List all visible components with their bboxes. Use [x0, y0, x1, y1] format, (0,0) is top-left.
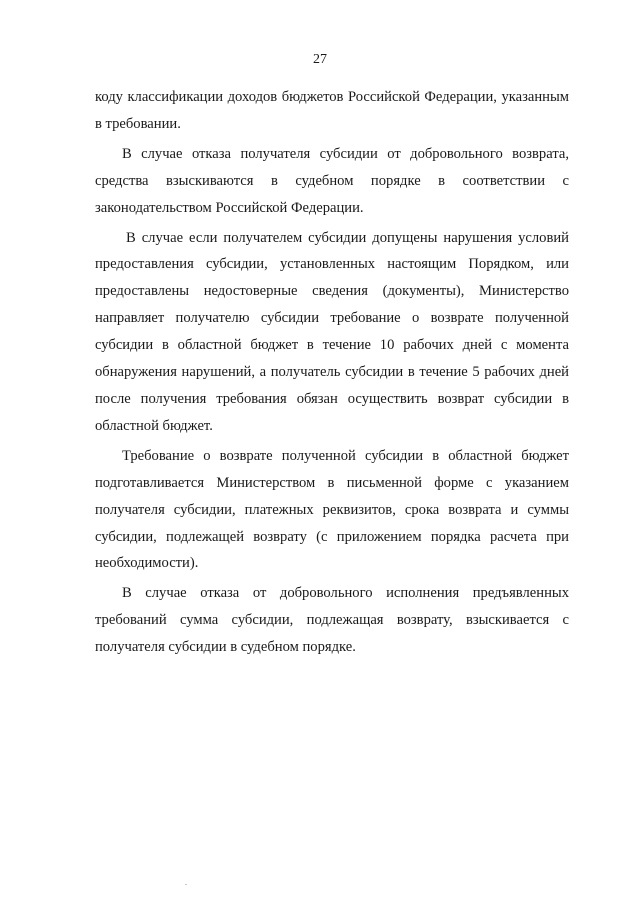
- paragraph-continuation: коду классификации доходов бюджетов Российской Федерации, указанным в требовании.: [95, 89, 569, 132]
- scan-artifact: [185, 884, 187, 885]
- paragraph-violations-requirement: В случае если получателем субсидии допущены нарушения условий предоставления субсидии, установленных настоящим Порядком, или предоставлены недостоверные сведения (документы), Министерство направляет получателю субсидии требование о возврате полученной субсидии в областной бюджет в течение 10 рабочих дней с момента обнаружения нарушений, а получатель субсидии в течение 5 рабочих дней после получения требования обязан осуществить возврат субсидии в областной бюджет.: [95, 229, 569, 434]
- document-body: [95, 84, 569, 664]
- page-number: 27: [313, 52, 327, 67]
- paragraph-court-recovery: В случае отказа от добровольного исполнения предъявленных требований сумма субсидии, подлежащая возврату, взыскивается с получателя субсидии в судебном порядке.: [95, 585, 569, 656]
- paragraph-requirement-form: Требование о возврате полученной субсидии в областной бюджет подготавливается Министерством в письменной форме с указанием получателя субсидии, платежных реквизитов, срока возврата и суммы субсидии, подлежащей возврату (с приложением порядка расчета при необходимости).: [95, 447, 569, 572]
- paragraph-refusal-voluntary-return: В случае отказа получателя субсидии от добровольного возврата, средства взыскиваются в судебном порядке в соответствии с законодательством Российской Федерации.: [95, 145, 569, 216]
